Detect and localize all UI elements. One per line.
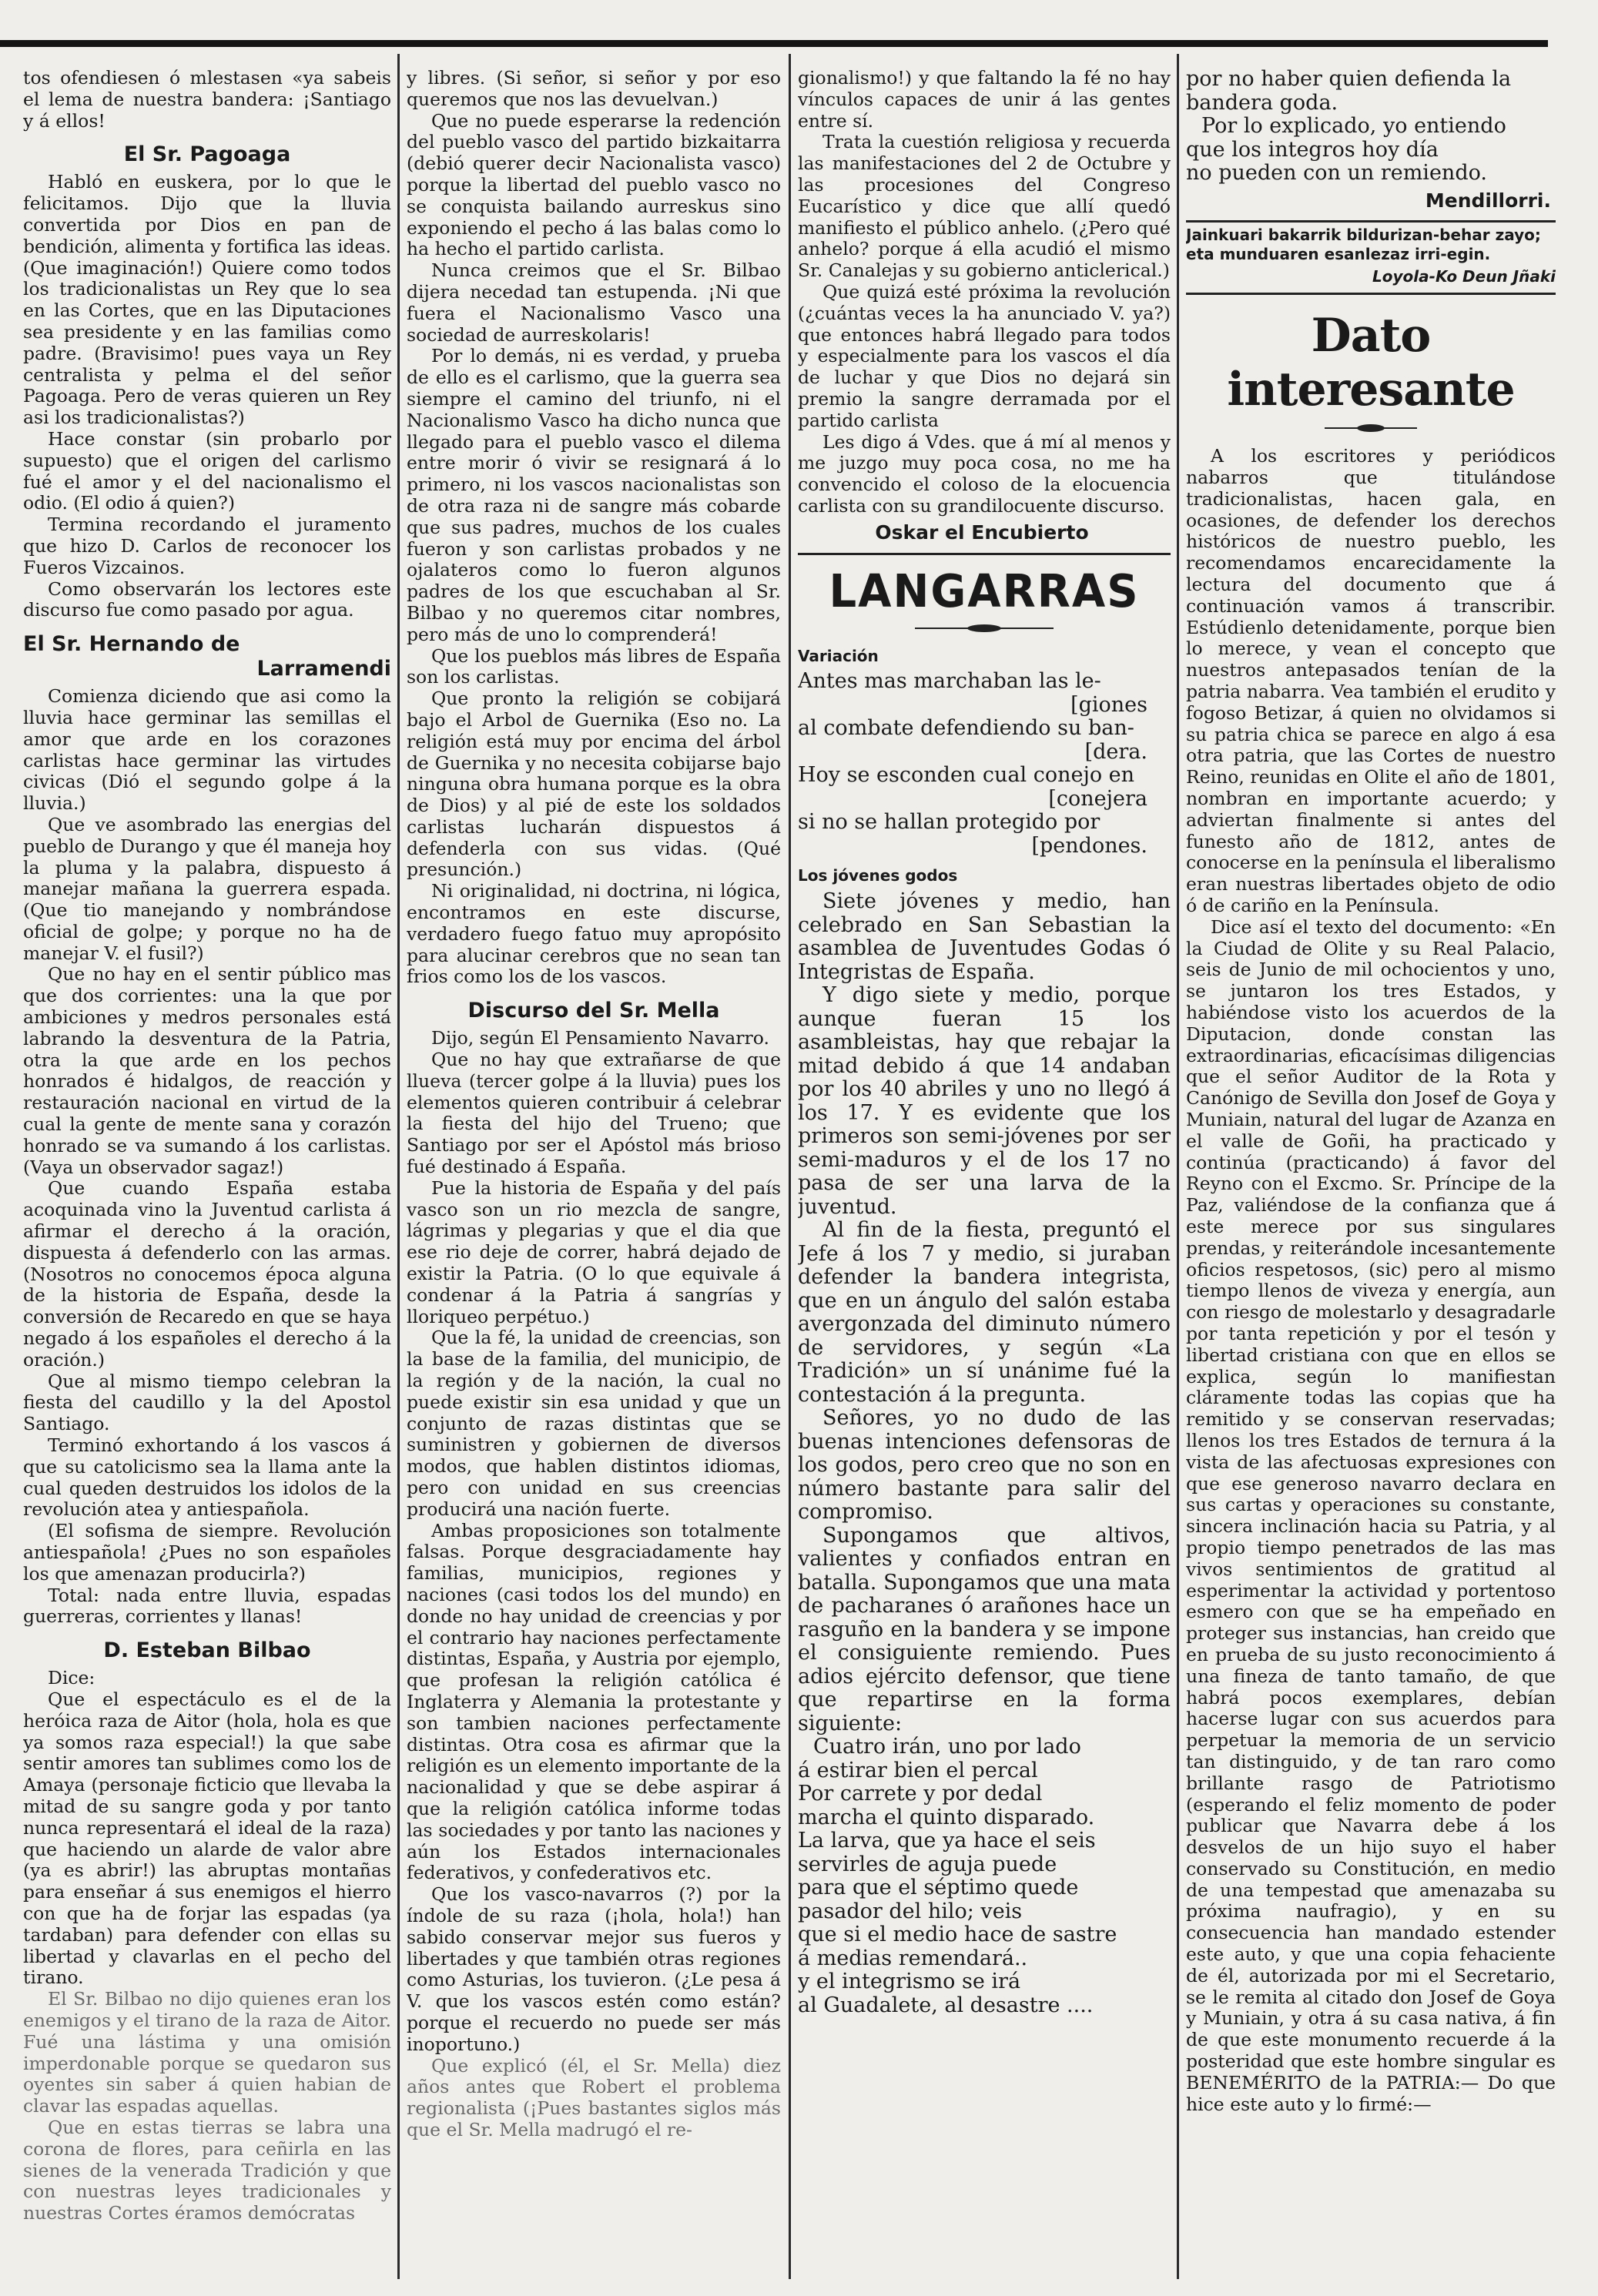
heading-larramendi: Larramendi xyxy=(256,657,391,681)
paragraph: Dice así el texto del documento: «En la Ciudad de Olite y su Real Palacio, seis de Junio de mil ochocientos y uno, se juntaron los tres Estados, y habiéndose visto los acuerdos de la Diputacion, donde constan las extraordinarias, eficacísimas diligencias que el señor Auditor de la Rota y Canónigo de Sevilla don Josef de Goya y Muniain, natural del lugar de Azanza en el valle de Goñi, ha practicado y continúa (practicando) á favor del Reyno con el Excmo. Sr. Príncipe de la Paz, valiéndose de la confianza que á este merece por sus singulares prendas, y reiterándole incesantemente oficios respetosos, (sic) pero al mismo tiempo llenos de viveza y energía, aun con riesgo de molestarlo y desagradarle por tanta repetición y por el tesón y libertad cristiana con que en ellos se explica, según lo manifiestan cláramente todas las copias que ha remitido y se conservan reservadas; llenos los tres Estados de ternura á la vista de las afectuosas expresiones con que ese generoso navarro declara en sus cartas y operaciones su constante, sincera inclinación hacia su Patria, y al propio tiempo penetrados de las mas vivos sentimientos de gratitud al esperimentar la actividad y portentoso esmero con que se ha empeñado en proteger sus instancias, han creido que en prueba de su justo reconocimiento á una fineza de tanto tamaño, de que habrá pocos exemplares, debían hacerse lugar con sus acuerdos para perpetuar la memoria de un servicio tan distinguido, y de tan raro como brillante rasgo de Patriotismo (esperando el feliz momento de poder publicar que Navarra debe á los desvelos de un hijo suyo el haber conservado su Constitución, en medio de una tempestad que amenazaba su próxima naufragio), y en su consecuencia han mandado estender este auto, y que una copia fehaciente de él, autorizada por mi el Secretario, se le remita al citado don Josef de Goya y Muniain, y otra á su casa nativa, á fin de que este monumento recuerde á la posteridad que este hombre singular es BENEMÉRITO de la PATRIA:— Do que hice este auto y lo firmé:— xyxy=(1186,915,1556,2115)
verse-line: al combate defendiendo su ban- xyxy=(798,716,1134,741)
ornament-icon xyxy=(907,623,1061,634)
paragraph: Que no puede esperarse la redención del pueblo vasco del partido bizkaitarra (debió querer decir Nacionalista vasco) porque la libertad del pueblo vasco no se conquista bailando aurreskus sino exponiendo el pecho á las balas como lo ha hecho el partido carlista. xyxy=(407,109,781,260)
quote-signature: Loyola-Ko Deun Jñaki xyxy=(1372,267,1556,286)
paragraph: Terminó exhortando á los vascos á que su catolicismo sea la llama ante la cual queden destruidos los idolos de la revolución atea y antiespañola. xyxy=(23,1434,391,1521)
paragraph: Que en estas tierras se labra una corona de flores, para ceñirla en las sienes de la venerada Tradición y que con nuestras leyes tradicionales y nuestras Cortes éramos demócratas xyxy=(23,2116,391,2224)
column-rule xyxy=(397,54,400,2279)
paragraph: Dijo, según El Pensamiento Navarro. xyxy=(431,1027,769,1049)
paragraph: Total: nada entre lluvia, espadas guerreras, corrientes y llanas! xyxy=(23,1584,391,1628)
title-dato-interesante: Dato interesante xyxy=(1227,309,1515,417)
paragraph: El Sr. Bilbao no dijo quienes eran los enemigos y el tirano de la raza de Aitor. Fué una lástima y una omisión imperdonable porque se quedaron sus oyentes sin saber á quien habian de clavar las espadas aquellas. xyxy=(23,1988,391,2117)
verse-end xyxy=(1186,68,1556,186)
verse-line: no pueden con un remiendo. xyxy=(1186,161,1487,185)
paragraph: Siete jóvenes y medio, han celebrado en San Sebastian la asamblea de Juventudes Godas ó Integristas de España. xyxy=(798,889,1171,984)
signature-oskar: Oskar el Encubierto xyxy=(875,520,1089,544)
paragraph: tos ofendiesen ó mlestasen «ya sabeis el lema de nuestra bandera: ¡Santiago y á ellos! xyxy=(23,68,391,132)
paragraph: Al fin de la fiesta, preguntó el Jefe á los 7 y medio, si juraban defender la bandera integrista, que en un ángulo del salón estaba avergonzada del diminuto número de servidores, y según «La Tradición» un sí unánime fué la contestación á la pregunta. xyxy=(798,1218,1171,1407)
paragraph: Habló en euskera, por lo que le felicitamos. Dijo que la lluvia convertida por Dios en pan de bendición, alimenta y fortifica las ideas. (Que imaginación!) Quiere como todos los tradicionalistas un Rey que lo sea en las Cortes, que en las Diputaciones sea presidente y en las familias como padre. (Bravisimo! pues vaya un Rey centralista y pelma el del señor Pagoaga. Pero de veras quieren un Rey asi los tradicionalistas?) xyxy=(23,171,391,429)
paragraph: Que pronto la religión se cobijará bajo el Arbol de Guernika (Eso no. La religión está muy por encima del árbol de Guernika y no necesita cobijarse bajo ninguna obra humana porque es la obra de Dios) y al pié de este los soldados carlistas lucharán dispuestos á defenderla con sus vidas. (Qué presunción.) xyxy=(407,688,781,881)
column-3 xyxy=(798,68,1171,2285)
verse-line: por no haber quien defienda la xyxy=(1186,68,1512,91)
paragraph: Señores, yo no dudo de las buenas intenciones defensoras de los godos, pero creo que no son en número bastante para salir del compromiso. xyxy=(798,1406,1171,1525)
verse-line: Cuatro irán, uno por lado xyxy=(813,1735,1081,1759)
heading-hernando: El Sr. Hernando de xyxy=(23,632,240,657)
paragraph: Dice: xyxy=(48,1667,95,1689)
quote-box xyxy=(1186,226,1556,286)
verse-line: marcha el quinto disparado. xyxy=(798,1805,1095,1829)
paragraph: Supongamos que altivos, valientes y confiados entran en batalla. Supongamos que una mata de pacharanes ó arañones hace un rasguño en la bandera y se impone el consiguiente remiendo. Pues adios ejército defensor, que tiene que repartirse en la forma siguiente: xyxy=(798,1523,1171,1735)
verse-line: [conejera xyxy=(1048,786,1147,811)
column-2 xyxy=(407,68,781,2285)
paragraph: Que los vasco-navarros (?) por la índole de su raza (¡hola, hola!) han sabido conservar mejor sus fueros y libertades y que también otras regiones como Asturias, los tuvieron. (¿Le pesa á V. que los vascos estén como están? porque el recuerdo no puede ser más inoportuno.) xyxy=(407,1883,781,2055)
paragraph: Que ve asombrado las energias del pueblo de Durango y que él maneja hoy la pluma y la palabra, dispuesto á manejar mañana la guerrera espada. (Que tio manejando y nombrándose oficial de golpe; y porque no ha de manejar V. el fusil?) xyxy=(23,813,391,964)
title-langarras: LANGARRAS xyxy=(829,564,1140,618)
verse-line: que los integros hoy día xyxy=(1186,137,1439,162)
paragraph: Por lo demás, ni es verdad, y prueba de ello es el carlismo, que la guerra sea siempre el camino del triunfo, ni el Nacionalismo Vasco ha dicho nunca que llegado para el pueblo vasco el dilema entre morir ó vivir se resignará á lo primero, ni los vascos nacionalistas son de otra raza ni de sangre más cobarde que sus padres, muchos de los cuales fueron y son carlistas probados y ne ojalateros como lo fueron algunos padres de los que escuchaban al Sr. Bilbao y no queremos citar nombres, pero más de uno lo comprenderá! xyxy=(407,345,781,645)
verse-line: á estirar bien el percal xyxy=(798,1758,1038,1782)
paragraph: Nunca creimos que el Sr. Bilbao dijera necedad tan estupenda. ¡Ni que fuera el Nacionalismo Vasco una sociedad de aurreskolaris! xyxy=(407,259,781,346)
paragraph: Hace constar (sin probarlo por supuesto) que el origen del carlismo fué el amor y el del nacionalismo el odio. (El odio á quien?) xyxy=(23,427,391,514)
paragraph: (El sofisma de siempre. Revolución antiespañola! ¿Pues no son españoles los que amenazan producirla?) xyxy=(23,1520,391,1585)
paragraph: Ni originalidad, ni doctrina, ni lógica, encontramos en este discurse, verdadero fuego fatuo muy apropósito para alucinar cerebros que no sean tan frios como los de los vascos. xyxy=(407,880,781,988)
verse-line: Por lo explicado, yo entiendo xyxy=(1201,114,1506,138)
column-1 xyxy=(23,68,391,2285)
article-jovenes xyxy=(798,890,1171,2017)
verse-line: [pendones. xyxy=(1031,833,1147,858)
paragraph: Que no hay que extrañarse de que llueva (tercer golpe á la lluvia) pues los elementos quieren contribuir á celebrar la fiesta del hijo del Trueno; que Santiago por ser el Apóstol más brioso fué destinado á España. xyxy=(407,1049,781,1178)
verse-line: [giones xyxy=(1070,692,1147,717)
paragraph: Termina recordando el juramento que hizo D. Carlos de reconocer los Fueros Vizcainos. xyxy=(23,514,391,578)
paragraph: Que la fé, la unidad de creencias, son la base de la familia, del municipio, de la región y de la nación, la cual no puede existir sin esa unidad y que un conjunto de razas distintas que se suministren y gobiernen de diversos modos, que hablen distintos idiomas, pero con unidad en sus creencias producirá una nación fuerte. xyxy=(407,1327,781,1520)
top-rule xyxy=(0,40,1548,47)
paragraph: y libres. (Si señor, si señor y por eso queremos que nos las devuelvan.) xyxy=(407,68,781,110)
divider xyxy=(798,553,1171,555)
paragraph: Y digo siete y medio, porque aunque fueran 15 los asambleistas, hay que rebajar la mitad debido á que 14 andaban por los 40 abriles y uno no llegó á los 17. Y es evidente que los primeros son semi-jóvenes por ser semi-maduros y el de los 17 no pasa de ser una larva de la juventud. xyxy=(798,983,1171,1219)
paragraph: Que cuando España estaba acoquinada vino la Juventud carlista á afirmar el derecho á la oración, dispuesta á defenderlo con las armas. (Nosotros no conocemos época alguna de la historia de España, desde la conversión de Recaredo en que se haya negado á los españoles el derecho á la oración.) xyxy=(23,1177,391,1371)
paragraph: gionalismo!) y que faltando la fé no hay vínculos capaces de unir á las gentes entre sí. xyxy=(798,68,1171,132)
paragraph: Ambas proposiciones son totalmente falsas. Porque desgraciadamente hay familias, municipios, regiones y naciones (casi todos los del mundo) en donde no hay unidad de creencias y por el contrario hay naciones perfectamente distintas, España, y Austria por ejemplo, que profesan la religión católica é Inglaterra y Alemania la protestante y son tambien naciones perfectamente distintas. Otra cosa es afirmar que la religión es un elemento importante de la nacionalidad y que se debe aspirar á que la religión católica informe todas las sociedades y por tanto las naciones y aún los Estados internacionales federativos, y confederativos etc. xyxy=(407,1519,781,1884)
divider xyxy=(1186,220,1556,223)
paragraph: Comienza diciendo que asi como la lluvia hace germinar las semillas el amor que arde en los corazones carlistas hace germinar las virtudes civicas (Dió el segundo golpe á la lluvia.) xyxy=(23,685,391,815)
paragraph: Que el espectáculo es el de la heróica raza de Aitor (hola, hola es que ya somos raza especial!) la que sabe sentir amores tan sublimes como los de Amaya (personaje ficticio que llevaba la mitad de su sangre goda y por tanto nunca representará el ideal de la raza) que haciendo un alarde de valor abre (ya es abrir!) las abruptas montañas para enseñar á sus enemigos el hierro con que ha de forjar las espadas (ya tardaban) para defender con ellas su libertad y clavarlas en el pecho del tirano. xyxy=(23,1688,391,1989)
column-4 xyxy=(1186,68,1556,2285)
paragraph: Que explicó (él, el Sr. Mella) diez años antes que Robert el problema regionalista (¡Pues bastantes siglos más que el Sr. Mella madrugó el re- xyxy=(407,2054,781,2140)
heading-bilbao: D. Esteban Bilbao xyxy=(103,1638,311,1663)
heading-mella: Discurso del Sr. Mella xyxy=(467,999,720,1023)
paragraph: Como observarán los lectores este discurso fue como pasado por agua. xyxy=(23,577,391,621)
verse-line: Antes mas marchaban las le- xyxy=(798,669,1101,694)
verse-variacion xyxy=(798,670,1171,858)
heading-pagoaga: El Sr. Pagoaga xyxy=(123,142,291,167)
verse-line: bandera goda. xyxy=(1186,90,1338,115)
verse-line: y el integrismo se irá xyxy=(798,1970,1021,1994)
verse-line: servirles de aguja puede xyxy=(798,1852,1057,1876)
paragraph: Pue la historia de España y del país vasco son un rio mezcla de sangre, lágrimas y plegarias y que el dia que ese rio deje de correr, habrá dejado de existir la Patria. (O lo que equivale á condenar á la Patria á sangrías y lloriqueo perpétuo.) xyxy=(407,1176,781,1327)
signature-mendillorri: Mendillorri. xyxy=(1425,189,1551,212)
subheading-jovenes: Los jóvenes godos xyxy=(798,866,958,885)
ornament-icon xyxy=(1317,423,1425,433)
column-rule xyxy=(1177,54,1179,2279)
quote-text: Jainkuari bakarrik bildurizan-behar zayo; eta munduaren esanlezaz irri-egin. xyxy=(1186,226,1541,264)
divider xyxy=(1186,293,1556,295)
verse-line: pasador del hilo; veis xyxy=(798,1899,1023,1923)
paragraph: Les digo á Vdes. que á mí al menos y me juzgo muy poca cosa, no me ha convencido el coloso de la elocuencia carlista con su grandilocuente discurso. xyxy=(798,430,1171,517)
column-rule xyxy=(789,54,791,2279)
paragraph: Que no hay en el sentir público mas que dos corrientes: una la que por ambiciones y medros personales está labrando la desventura de la Patria, otra la que arde en los pechos honrados é hidalgos, de reacción y restauración nacional en virtud de la cual la gente de mente sana y corazón honrado se va sumando á los carlistas. (Vaya un observador sagaz!) xyxy=(23,963,391,1178)
verse-line: [dera. xyxy=(1084,739,1147,764)
verse-line: si no se hallan protegido por xyxy=(798,810,1101,835)
paragraph: Que al mismo tiempo celebran la fiesta del caudillo y la del Apostol Santiago. xyxy=(23,1370,391,1435)
paragraph: Que los pueblos más libres de España son los carlistas. xyxy=(407,644,781,688)
verse-line: La larva, que ya hace el seis xyxy=(798,1829,1096,1853)
verse-line: para que el séptimo quede xyxy=(798,1876,1079,1900)
paragraph: A los escritores y periódicos nabarros que titulándose tradicionalistas, hacen gala, en ocasiones, de defender los derechos históricos de nuestro pueblo, les recomendamos encarecidamente la lectura del documento que á continuación vamos á transcribir. Estúdienlo detenidamente, porque bien lo merece, y vean el concepto que nuestros antepasados tenían de la patria nabarra. Vea también el erudito y fogoso Betizar, á quien no olvidamos si su patria chica se parece en algo á esa otra patria, que las Cortes de nuestro Reino, reunidas en Olite el año de 1801, nombran en importante acuerdo; y adviertan finalmente si antes del funesto año de 1812, antes de conocerse en la península el liberalismo eran nuestras libertades objeto de odio ó de cariño en la Península. xyxy=(1186,445,1556,917)
verse-line: al Guadalete, al desastre .... xyxy=(798,1993,1094,2017)
verse-line: Hoy se esconden cual conejo en xyxy=(798,763,1135,788)
verse-line: Por carrete y por dedal xyxy=(798,1782,1043,1806)
paragraph: Trata la cuestión religiosa y recuerda las manifestaciones del 2 de Octubre y las procesiones del Congreso Eucarístico y dice que allí quedó manifiesto el público anhelo. (¿Pero qué anhelo? porque á ella acudió el mismo Sr. Canalejas y su gobierno anticlerical.) xyxy=(798,131,1171,282)
verse-line: que si el medio hace de sastre xyxy=(798,1923,1117,1947)
paragraph: Que quizá esté próxima la revolución (¿cuántas veces la ha anunciado V. ya?) que entonces habrá llegado para todos y especialmente para los vascos el día de luchar y que Dios no dejará sin premio la sangre derramada por el partido carlista xyxy=(798,280,1171,431)
verse-line: á medias remendará.. xyxy=(798,1946,1028,1970)
subheading-variacion: Variación xyxy=(798,646,879,665)
